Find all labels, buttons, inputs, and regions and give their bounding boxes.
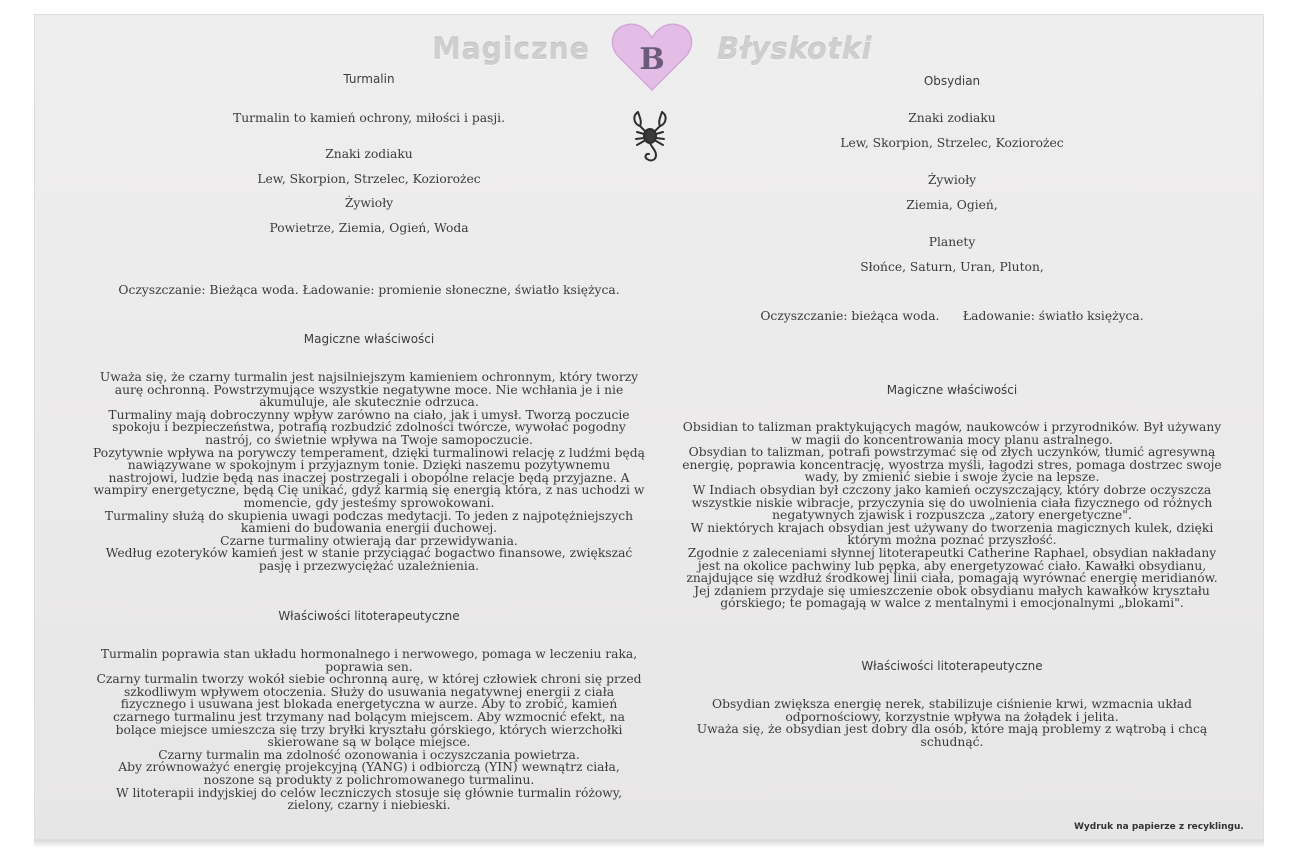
text-line: Aby zrównoważyć energię projekcyjną (YANG) i odbiorczą (YIN) wewnątrz ciała, (118, 760, 620, 775)
tourmaline-magic-text (64, 371, 674, 573)
tourmaline-intro: Turmalin to kamień ochrony, miłości i pasji. (233, 111, 505, 125)
text-line: Czarne turmaliny otwierają dar przewidywania. (220, 533, 518, 548)
text-line: którym można poznać przyszłość. (847, 533, 1057, 548)
text-line: Czarny turmalin tworzy wokół siebie ochronną aurę, w której człowiek chroni się przed (96, 672, 642, 687)
text-line: Turmaliny mają dobroczynny wpływ zarówno na ciało, jak i umysł. Tworzą poczucie (108, 407, 630, 422)
text-line: nastrój, co świetnie wpływa na Twoje samopoczucie. (205, 432, 533, 447)
obsidian-therapy-text (662, 698, 1242, 748)
text-line: odpornościowy, korzystnie wpływa na żołądek i jelita. (785, 709, 1119, 724)
text-line: nastrojowi, ludzie będą nas inaczej postrzegali i obopólne relacje będą przyjazne. A (108, 470, 630, 485)
text-line: W litoterapii indyjskiej do celów leczniczych stosuje się głównie turmalin różowy, (115, 785, 623, 800)
text-line: akumuluje, ale skutecznie odrzuca. (259, 395, 479, 410)
obsidian-cleansing: Oczyszczanie: bieżąca woda. Ładowanie: światło księżyca. (760, 309, 1144, 323)
text-line: szkodliwym wpływem otoczenia. Służy do usuwania negatywnej energii z ciała (123, 684, 615, 699)
text-line: w magii do koncentrowania mocy planu astralnego. (791, 432, 1113, 447)
page-shadow (34, 840, 1264, 848)
obsidian-elements-value: Ziemia, Ogień, (906, 198, 998, 212)
tourmaline-therapy-text (64, 648, 674, 812)
text-line: poprawia sen. (325, 659, 413, 674)
text-line: W Indiach obsydian był czczony jako kamień oczyszczający, który dobrze oczyszcza (692, 482, 1212, 497)
text-line: momencie, gdy jesteśmy sprowokowani. (243, 495, 495, 510)
text-line: wampiry energetyczne, będą Cię unikać, gdyż karmią się energią która, z nas uchodzi w (93, 483, 645, 498)
text-line: Obsydian to talizman, potrafi powstrzymać się od złych uczynków, tłumić agresywną (688, 445, 1216, 460)
text-line: bolące miejsce umieszcza się trzy bryłki kryształu górskiego, których wierzchołki (115, 722, 623, 737)
text-line: Turmaliny służą do skupienia uwagi podczas medytacji. To jeden z najpotężniejszych (104, 508, 634, 523)
text-line: Uważa się, że obsydian jest dobry dla osób, które mają problemy z wątrobą i chcą (696, 722, 1208, 737)
obsidian-zodiac-heading: Znaki zodiaku (908, 111, 996, 125)
text-line: kamieni do budowania energii duchowej. (240, 521, 498, 536)
text-line: energię, poprawia koncentrację, wyostrza myśli, łagodzi stres, pomaga dostrzec swoje (682, 457, 1222, 472)
text-line: Obsidian to talizman praktykujących magów, naukowców i przyrodników. Był używany (682, 420, 1222, 434)
text-line: aurę ochronną. Powstrzymujące wszystkie negatywne moce. Nie wchłania je i nie (114, 382, 624, 397)
text-line: skierowane są w bolące miejsce. (267, 735, 471, 750)
text-line: Obsydian zwiększa energię nerek, stabilizuje ciśnienie krwi, wzmacnia układ (712, 697, 1192, 711)
text-line: nawiązywane w spokojnym i przyjaznym tonie. Dzięki naszemu pozytywnemu (127, 458, 611, 473)
obsidian-title: Obsydian (923, 74, 981, 88)
text-line: znajdujące się wzdłuż środkowej linii ciała, pomagają wyrównać energię meridianów. (686, 571, 1218, 586)
text-line: Turmalin poprawia stan układu hormonalnego i nerwowego, pomaga w leczeniu raka, (100, 647, 638, 661)
brand-name-left: Magiczne (432, 32, 590, 66)
obsidian-therapy-heading: Właściwości litoterapeutyczne (861, 659, 1043, 673)
text-line: zielony, czarny i niebieski. (287, 798, 451, 813)
text-line: spokoju i bezpieczeństwa, potrafią rozbudzić zdolności twórcze, wywołać pogodny (112, 420, 626, 435)
tourmaline-elements-value: Powietrze, Ziemia, Ogień, Woda (269, 221, 469, 235)
recycled-paper-note: Wydruk na papierze z recyklingu. (1074, 822, 1244, 832)
obsidian-magic-text (662, 421, 1242, 610)
tourmaline-magic-heading: Magiczne właściwości (303, 332, 435, 346)
text-line: wszystkie niskie wibracje, przyczynia się do uwolnienia ciała fizycznego od różnych (691, 495, 1213, 510)
text-line: czarnego turmalinu jest trzymany nad bolącym miejscem. Aby wzmocnić efekt, na (113, 709, 625, 724)
text-line: fizycznego i usuwana jest blokada energetyczna w aurze. Aby to zrobić, kamień (120, 697, 618, 712)
obsidian-planets-heading: Planety (928, 235, 976, 249)
tourmaline-title: Turmalin (343, 72, 395, 86)
text-line: Czarny turmalin ma zdolność ozonowania i oczyszczania powietrza. (158, 747, 580, 762)
tourmaline-zodiac-heading: Znaki zodiaku (325, 147, 413, 161)
text-line: W niektórych krajach obsydian jest używany do tworzenia magicznych kulek, dzięki (690, 520, 1214, 535)
text-line: schudnąć. (920, 734, 984, 749)
brand-name-right: Błyskotki (717, 32, 872, 66)
obsidian-magic-heading: Magiczne właściwości (886, 383, 1018, 397)
tourmaline-therapy-heading: Właściwości litoterapeutyczne (278, 609, 460, 623)
text-line: Zgodnie z zaleceniami słynnej litoterapeutki Catherine Raphael, obsydian nakładany (687, 545, 1217, 560)
tourmaline-cleansing: Oczyszczanie: Bieżąca woda. Ładowanie: promienie słoneczne, światło księżyca. (118, 283, 620, 297)
tourmaline-elements-heading: Żywioły (344, 196, 394, 210)
obsidian-elements-heading: Żywioły (927, 173, 977, 187)
obsidian-planets-value: Słońce, Saturn, Uran, Pluton, (860, 260, 1044, 274)
text-line: Jej zdaniem przydaje się umieszczenie obok obsydianu małych kawałków kryształu (694, 583, 1210, 598)
text-line: Według ezoteryków kamień jest w stanie przyciągać bogactwo finansowe, zwiększać (105, 546, 633, 561)
tourmaline-zodiac-value: Lew, Skorpion, Strzelec, Koziorożec (257, 172, 481, 186)
text-line: noszone są produkty z polichromowanego turmalinu. (203, 772, 535, 787)
printed-sheet (34, 14, 1264, 840)
text-line: pasję i przezwyciężać uzależnienia. (258, 558, 480, 573)
text-line: jest na okolice pachwiny lub pępka, aby energetyzować ciało. Kawałki obsydianu, (697, 558, 1207, 573)
text-line: negatywnych zjawisk i rozpuszcza „zatory energetyczne". (772, 508, 1132, 523)
obsidian-zodiac-value: Lew, Skorpion, Strzelec, Koziorożec (840, 136, 1064, 150)
text-line: wady, by zmienić siebie i swoje życie na lepsze. (804, 470, 1100, 485)
text-line: Uważa się, że czarny turmalin jest najsilniejszym kamieniem ochronnym, który tworzy (99, 370, 639, 384)
text-line: Pozytywnie wpływa na porywczy temperament, dzięki turmalinowi relację z ludźmi będą (93, 445, 645, 460)
logo-letter: B (639, 42, 665, 77)
text-line: górskiego; te pomagają w walce z mentalnymi i emocjonalnymi „blokami". (720, 596, 1184, 611)
